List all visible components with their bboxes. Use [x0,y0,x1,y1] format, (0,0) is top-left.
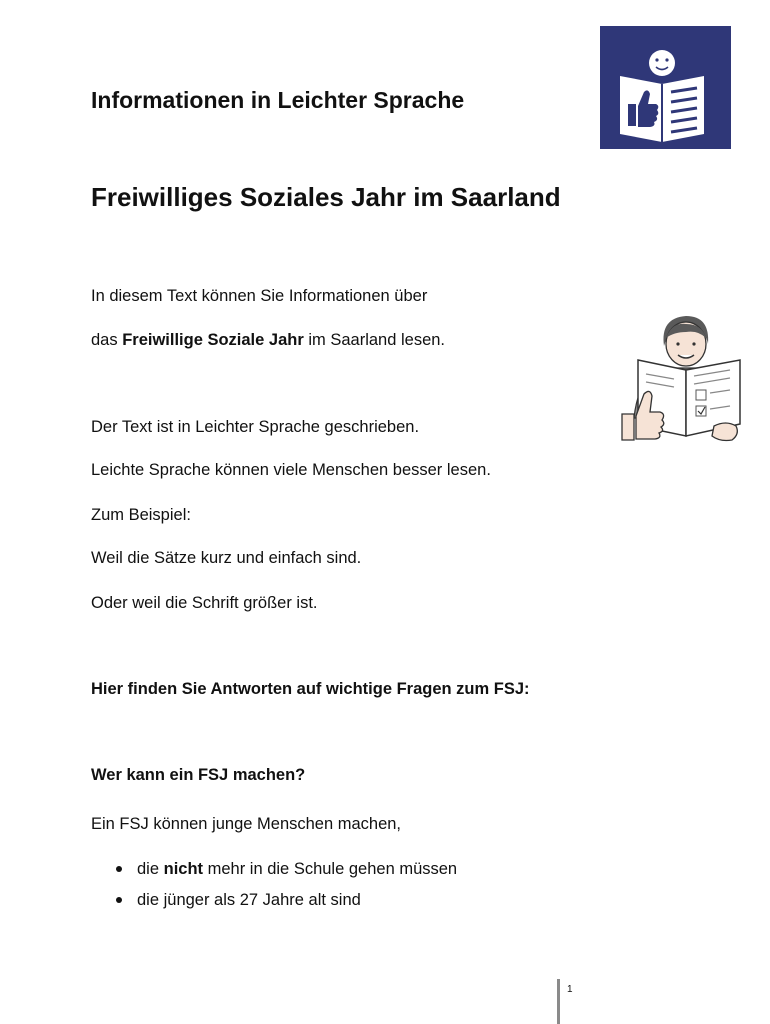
bullet-1-bold: nicht [163,860,204,878]
paragraph-2: Leichte Sprache können viele Menschen besser lesen. [91,461,491,479]
paragraph-3: Zum Beispiel: [91,506,191,524]
paragraph-4: Weil die Sätze kurz und einfach sind. [91,549,362,567]
intro-line-2 [91,330,445,350]
faq-intro: Hier finden Sie Antworten auf wichtige Fragen zum FSJ: [91,680,530,698]
document-heading: Freiwilliges Soziales Jahr im Saarland [91,182,561,212]
bullet-dot-icon [116,866,122,872]
paragraph-1: Der Text ist in Leichter Sprache geschrieben. [91,418,420,436]
intro-line-2-bold: Freiwillige Soziale Jahr [122,331,304,349]
bullet-2-text: die jünger als 27 Jahre alt sind [137,891,361,909]
bullet-item-1 [113,859,457,879]
bullet-1-suffix: mehr in die Schule gehen müssen [203,860,458,878]
person-reading-thumbs-up-icon [614,308,748,448]
intro-line-1: In diesem Text können Sie Informationen über [91,287,428,305]
paragraph-5: Oder weil die Schrift größer ist. [91,594,318,612]
page-number: 1 [567,984,573,995]
bullet-dot-icon [116,897,122,903]
question-1: Wer kann ein FSJ machen? [91,766,306,784]
answer-1: Ein FSJ können junge Menschen machen, [91,815,402,833]
intro-line-2-suffix: im Saarland lesen. [303,331,446,349]
page-header-title: Informationen in Leichter Sprache [91,87,465,113]
easy-language-logo-icon [600,26,731,149]
intro-line-2-prefix: das [91,331,123,349]
footer-rule [557,979,560,1024]
answer-1-bullet-list [113,859,457,921]
bullet-1-prefix: die [137,860,164,878]
bullet-item-2 [113,890,457,910]
